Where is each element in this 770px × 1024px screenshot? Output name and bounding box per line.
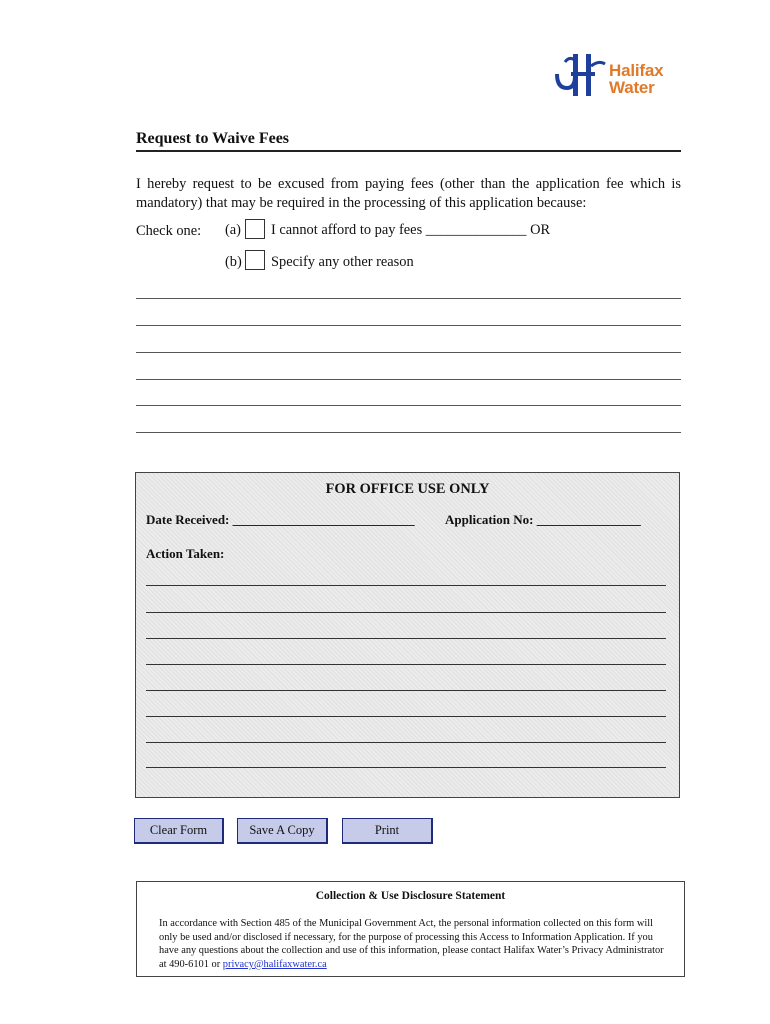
reason-line[interactable]	[136, 379, 681, 380]
logo-text-water: Water	[609, 78, 655, 97]
disclosure-title: Collection & Use Disclosure Statement	[315, 890, 506, 902]
action-line	[146, 585, 666, 586]
action-line	[146, 638, 666, 639]
reason-line[interactable]	[136, 432, 681, 433]
option-b-letter: (b)	[225, 254, 242, 270]
action-line	[146, 612, 666, 613]
action-taken-label: Action Taken:	[146, 546, 225, 561]
disclosure-body: In accordance with Section 485 of the Municipal Government Act, the personal information collected on this form will only be used and/or disclosed if necessary, for the purpose of processing this Access to Information Application. If you have any questions about the collection and use of this information, please contact Halifax Water’s Privacy Administrator at 490-6101 or	[159, 918, 664, 970]
clear-form-button[interactable]: Clear Form	[134, 818, 224, 844]
disclosure-text	[159, 917, 664, 971]
form-title: Request to Waive Fees	[136, 130, 290, 147]
halifax-water-logo	[553, 50, 673, 100]
option-b-label: Specify any other reason	[271, 254, 414, 270]
action-line	[146, 716, 666, 717]
option-b-checkbox[interactable]	[245, 250, 265, 270]
application-no-field: Application No: ________________	[445, 512, 641, 527]
print-button[interactable]: Print	[342, 818, 433, 844]
date-received-field: Date Received: ____________________________	[146, 512, 415, 527]
logo-text-halifax: Halifax	[609, 61, 664, 80]
action-line	[146, 664, 666, 665]
office-use-box	[135, 472, 680, 798]
title-underline	[136, 150, 681, 152]
option-a-label: I cannot afford to pay fees ______________ OR	[271, 222, 551, 238]
intro-paragraph: I hereby request to be excused from paying fees (other than the application fee which is mandatory) that may be required in the processing of this application because:	[136, 176, 681, 211]
office-use-title: FOR OFFICE USE ONLY	[325, 481, 490, 497]
save-copy-button[interactable]: Save A Copy	[237, 818, 328, 844]
reason-line[interactable]	[136, 352, 681, 353]
action-line	[146, 690, 666, 691]
privacy-email-link[interactable]: privacy@halifaxwater.ca	[222, 958, 327, 970]
logo-mark-icon	[553, 52, 607, 98]
reason-line[interactable]	[136, 298, 681, 299]
action-line	[146, 767, 666, 768]
reason-line[interactable]	[136, 325, 681, 326]
option-a-letter: (a)	[225, 222, 241, 238]
disclosure-box	[136, 881, 685, 977]
option-a-checkbox[interactable]	[245, 219, 265, 239]
action-line	[146, 742, 666, 743]
check-one-label: Check one:	[136, 223, 202, 239]
reason-line[interactable]	[136, 405, 681, 406]
